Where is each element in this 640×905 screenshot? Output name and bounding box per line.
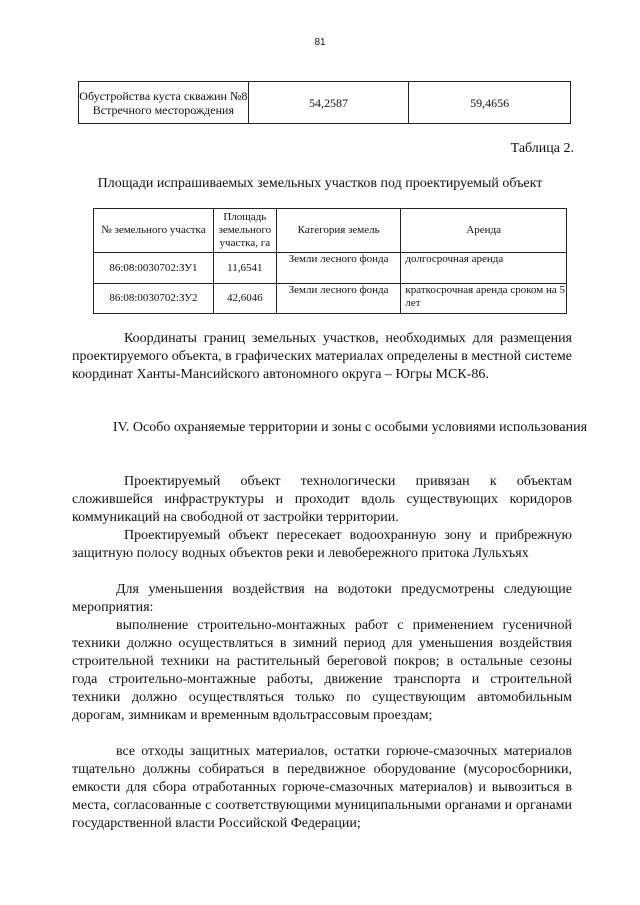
table-cell: краткосрочная аренда сроком на 5 лет [401, 284, 567, 314]
paragraph-text: Проектируемый объект пересекает водоохранную зону и прибрежную защитную полосу водных объектов реки и левобережного притока Лульхъях [72, 528, 572, 561]
table-cell: 54,2587 [248, 82, 409, 124]
paragraph-text: все отходы защитных материалов, остатки горюче-смазочных материалов тщательно должны собираться в передвижное оборудование (мусоросборники, емкости для сбора отработанных горюче-смазочных материалов) и вывозиться в места, согласованные с соответствующими муниципальными органами и органами государственной власти Российской Федерации; [72, 744, 572, 831]
table-row [79, 82, 571, 124]
table-cell: Земли лесного фонда [276, 284, 401, 314]
table-caption: Таблица 2. [510, 141, 574, 156]
table-row [94, 284, 567, 314]
paragraph-text: Проектируемый объект технологически привязан к объектам сложившейся инфраструктуры и проходит вдоль существующих коридоров коммуникаций на свободной от застройки территории. [72, 474, 572, 525]
table-continued [78, 81, 571, 124]
page-number: 81 [314, 37, 326, 48]
paragraph-text: Координаты границ земельных участков, необходимых для размещения проектируемого объекта, в графических материалах определены в местной системе координат Ханты-Мансийского автономного округа – Югры МСК-86. [72, 331, 572, 382]
paragraph-coordinates [72, 330, 572, 384]
table-cell: 42,6046 [213, 284, 276, 314]
paragraph-3 [72, 581, 572, 617]
header-cell: Площадь земельного участка, га [213, 209, 276, 253]
table-cell: 59,4656 [409, 82, 571, 124]
header-cell: № земельного участка [94, 209, 214, 253]
table-cell: 11,6541 [213, 253, 276, 284]
paragraph-5 [72, 743, 572, 833]
table-cell: долгосрочная аренда [401, 253, 567, 284]
paragraph-4 [72, 617, 572, 725]
table-cell: Земли лесного фонда [276, 253, 401, 284]
land-plots-table [93, 208, 567, 314]
table-cell: Обустройства куста скважин №8 Встречного месторождения [79, 82, 249, 124]
header-cell: Категория земель [276, 209, 401, 253]
header-cell: Аренда [401, 209, 567, 253]
paragraph-1 [72, 473, 572, 527]
paragraph-text: Для уменьшения воздействия на водотоки предусмотрены следующие мероприятия: [72, 582, 572, 615]
paragraph-2 [72, 527, 572, 563]
paragraph-text: выполнение строительно-монтажных работ с применением гусеничной техники должно осуществляться в зимний период для уменьшения воздействия строительной техники на растительный береговой покров; в остальные сезоны года строительно-монтажные работы, движение транспорта и строительной техники должно осуществляться только по существующим автомобильным дорогам, зимникам и временным вдольтрассовым проездам; [72, 618, 572, 723]
table-row [94, 253, 567, 284]
table-cell: 86:08:0030702:ЗУ1 [94, 253, 214, 284]
table-title: Площади испрашиваемых земельных участков под проектируемый объект [97, 176, 543, 191]
table-cell: 86:08:0030702:ЗУ2 [94, 284, 214, 314]
section-heading: IV. Особо охраняемые территории и зоны с особыми условиями использования [112, 420, 588, 435]
table-header-row [94, 209, 567, 253]
